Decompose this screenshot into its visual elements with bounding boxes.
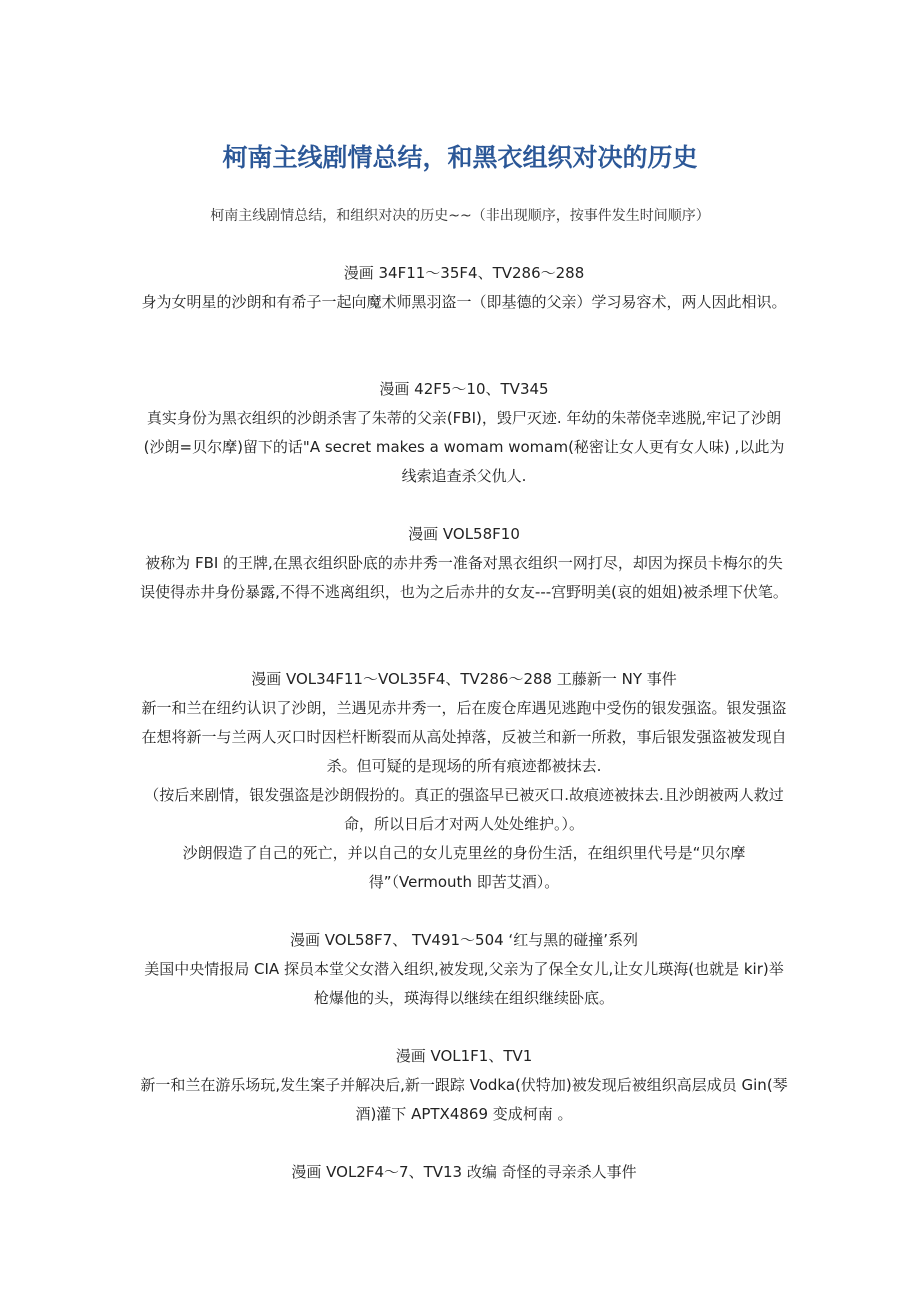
section-vol1f1: [138, 1042, 790, 1129]
section-paragraph: （按后来剧情，银发强盗是沙朗假扮的。真正的强盗早已被灭口.故痕迹被抹去.且沙朗被两人救过命，所以日后才对两人处处维护。）。: [144, 786, 784, 833]
section-34f11: [138, 259, 790, 317]
section-heading: 漫画 VOL58F10: [408, 525, 520, 543]
section-heading: 漫画 34F11～35F4、TV286～288: [343, 264, 585, 282]
section-paragraph: 新一和兰在游乐场玩,发生案子并解决后,新一跟踪 Vodka(伏特加)被发现后被组织高层成员 Gin(琴酒)灌下 APTX4869 变成柯南 。: [140, 1076, 788, 1123]
section-paragraph: 身为女明星的沙朗和有希子一起向魔术师黑羽盗一（即基德的父亲）学习易容术，两人因此相识。: [141, 293, 787, 311]
section-vol2f4: [138, 1158, 790, 1187]
section-paragraph: 新一和兰在纽约认识了沙朗，兰遇见赤井秀一，后在废仓库遇见逃跑中受伤的银发强盗。银发强盗在想将新一与兰两人灭口时因栏杆断裂而从高处掉落，反被兰和新一所救，事后银发强盗被发现自杀。但可疑的是现场的所有痕迹都被抹去.: [141, 699, 787, 775]
section-vol58f7: [138, 926, 790, 1013]
document-title: 柯南主线剧情总结，和黑衣组织对决的历史: [222, 143, 698, 172]
section-heading: 漫画 VOL2F4～7、TV13 改编 奇怪的寻亲杀人事件: [291, 1163, 637, 1181]
section-paragraph: 美国中央情报局 CIA 探员本堂父女潜入组织,被发现,父亲为了保全女儿,让女儿瑛海(也就是 kir)举枪爆他的头，瑛海得以继续在组织继续卧底。: [144, 960, 784, 1007]
section-heading: 漫画 VOL34F11～VOL35F4、TV286～288 工藤新一 NY 事件: [251, 670, 677, 688]
section-heading: 漫画 42F5～10、TV345: [379, 380, 549, 398]
section-paragraph: 沙朗假造了自己的死亡，并以自己的女儿克里丝的身份生活，在组织里代号是“贝尔摩得”（Vermouth 即苦艾酒）。: [182, 844, 746, 891]
section-heading: 漫画 VOL1F1、TV1: [395, 1047, 533, 1065]
section-42f5: [138, 375, 790, 491]
section-heading: 漫画 VOL58F7、 TV491～504 ‘红与黑的碰撞’系列: [290, 931, 638, 949]
document-subtitle: 柯南主线剧情总结，和组织对决的历史~~（非出现顺序，按事件发生时间顺序）: [210, 208, 710, 224]
section-ny-case: [138, 665, 790, 897]
section-vol58f10: [138, 520, 790, 607]
section-paragraph: 被称为 FBI 的王牌,在黑衣组织卧底的赤井秀一准备对黑衣组织一网打尽，却因为探员卡梅尔的失误使得赤井身份暴露,不得不逃离组织，也为之后赤井的女友---宫野明美(哀的姐姐)被杀埋下伏笔。: [140, 554, 788, 601]
section-paragraph: 真实身份为黑衣组织的沙朗杀害了朱蒂的父亲(FBI)，毁尸灭迹. 年幼的朱蒂侥幸逃脱,牢记了沙朗(沙朗=贝尔摩)留下的话"A secret makes a womam womam(秘密让女人更有女人味) ,以此为线索追查杀父仇人.: [143, 409, 785, 485]
